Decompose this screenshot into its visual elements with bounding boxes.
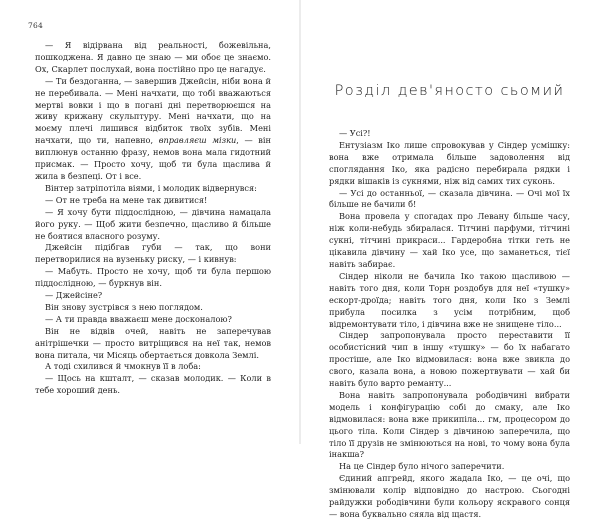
left-page-text — [35, 40, 271, 397]
paragraph: Сіндер запропонувала просто переставити її особистісний чип в іншу «тушку» — бо їх набагато простіше, але Іко відмовилася: вона вже звикла до свого, казала вона, а новою пожертвувати — хай би навіть було варто реманту... — [329, 330, 570, 389]
page-number: 764 — [28, 21, 43, 30]
paragraph: Джейсін підібгав губи — так, що вони перетворилися на вузеньку риску, — і кивнув: — [35, 242, 271, 265]
paragraph: А тоді схилився й чмокнув її в лоба: — [45, 361, 201, 372]
paragraph — [35, 76, 271, 183]
paragraph: — А ти правда вважаєш мене досконалою? — [45, 313, 232, 324]
paragraph: Вінтер затріпотіла віями, і молодик відвернувся: — [45, 182, 257, 193]
paragraph-text: — Ти бездоганна, — завершив Джейсін, ніби вона й не перебивала. — Мені начхати, що тобі вважаються мертві вовки і що в погані дні перетворюєшся на живу крижану скульптуру. Мені начхати, що на моєму плечі лишився відбиток твоїх зубів. Мені начхати, що ти, напевно, — [35, 75, 271, 146]
paragraph: Єдиний апгрейд, якого жадала Іко, — це очі, що змінювали колір відповідно до настрою. Сьогодні райдужки рободівчини були кольору яскравого сонця — вона буквально сяяла від щастя. — [329, 473, 570, 519]
paragraph: Він не відвів очей, навіть не заперечував анітрішечки — просто витріщився на неї так, немов вона питала, чи Місяць обертається довкола Землі. — [35, 325, 271, 360]
paragraph: Він знову зустрівся з нею поглядом. — [45, 301, 203, 312]
paragraph: Вона провела у спогадах про Левану більше часу, ніж коли-небудь збиралася. Тітчині парфуми, тітчині сукні, тітчині прикраси... Гардеробна тітки геть не цікавила дівчину — хай Іко усе, що заманеться, тієї навіть забирає. — [329, 211, 570, 269]
right-page — [301, 0, 600, 519]
paragraph: — От не треба на мене так дивитися! — [45, 194, 208, 205]
right-page-text — [329, 128, 570, 521]
paragraph: Вона навіть запропонувала рободівчині вибрати модель і конфігурацію собі до смаку, але Іко відмовилася: вона вже прикипіла... гм, процесором до цього тіла. Коли Сіндер з дівчиною заперечила, що тіло її друзів не змінюються на нові, то чому вона була інакша? — [329, 389, 570, 460]
paragraph: Сіндер ніколи не бачила Іко такою щасливою — навіть того дня, коли Торн роздобув для неї «тушку» ескорт-дроїда; навіть того дня, коли Іко з Землі прибула посилка з усім потрібним, щоб відремонтувати тіло, і дівчина вже не знищене тіло... — [329, 270, 570, 329]
paragraph: — Усі?! — [339, 128, 371, 138]
chapter-title: Розділ дев'яносто сьомий — [334, 83, 565, 99]
paragraph: На це Сіндер було нічого заперечити. — [339, 461, 505, 472]
italic-phrase: вправляєш мізки — [158, 135, 237, 146]
paragraph: Ентузіазм Іко лише спровокував у Сіндер усмішку: вона вже отримала більше задоволення від споглядання Іко, яка радісно перебирала рядки і рядки вішаків із сукнями, ніж від самих тих суконь. — [329, 139, 570, 186]
paragraph: — Усі до останньої, — сказала дівчина. — Очі мої їх більше не бачили б! — [329, 187, 570, 210]
paragraph: — Джейсіне? — [45, 290, 103, 301]
paragraph: — Щось на кшталт, — сказав молодик. — Коли в тебе хороший день. — [35, 373, 271, 396]
paragraph-text: , — він виплюнув останню фразу, немов вона мала гидотний присмак. — Просто хочу, щоб ти була щаслива й жила в безпеці. От і все. — [35, 135, 271, 181]
paragraph: — Я відірвана від реальності, божевільна, пошкоджена. Я давно це знаю — ми обоє це знаємо. Ох, Скарлет послухай, вона постійно про це нагадує. — [35, 40, 271, 74]
paragraph: — Мабуть. Просто не хочу, щоб ти була першою піддослідною, — буркнув він. — [35, 266, 271, 289]
paragraph: — Я хочу бути піддослідною, — дівчина намацала його руку. — Щоб жити безпечно, щасливо й більше не боятися власного розуму. — [35, 206, 271, 241]
left-page — [0, 0, 299, 444]
